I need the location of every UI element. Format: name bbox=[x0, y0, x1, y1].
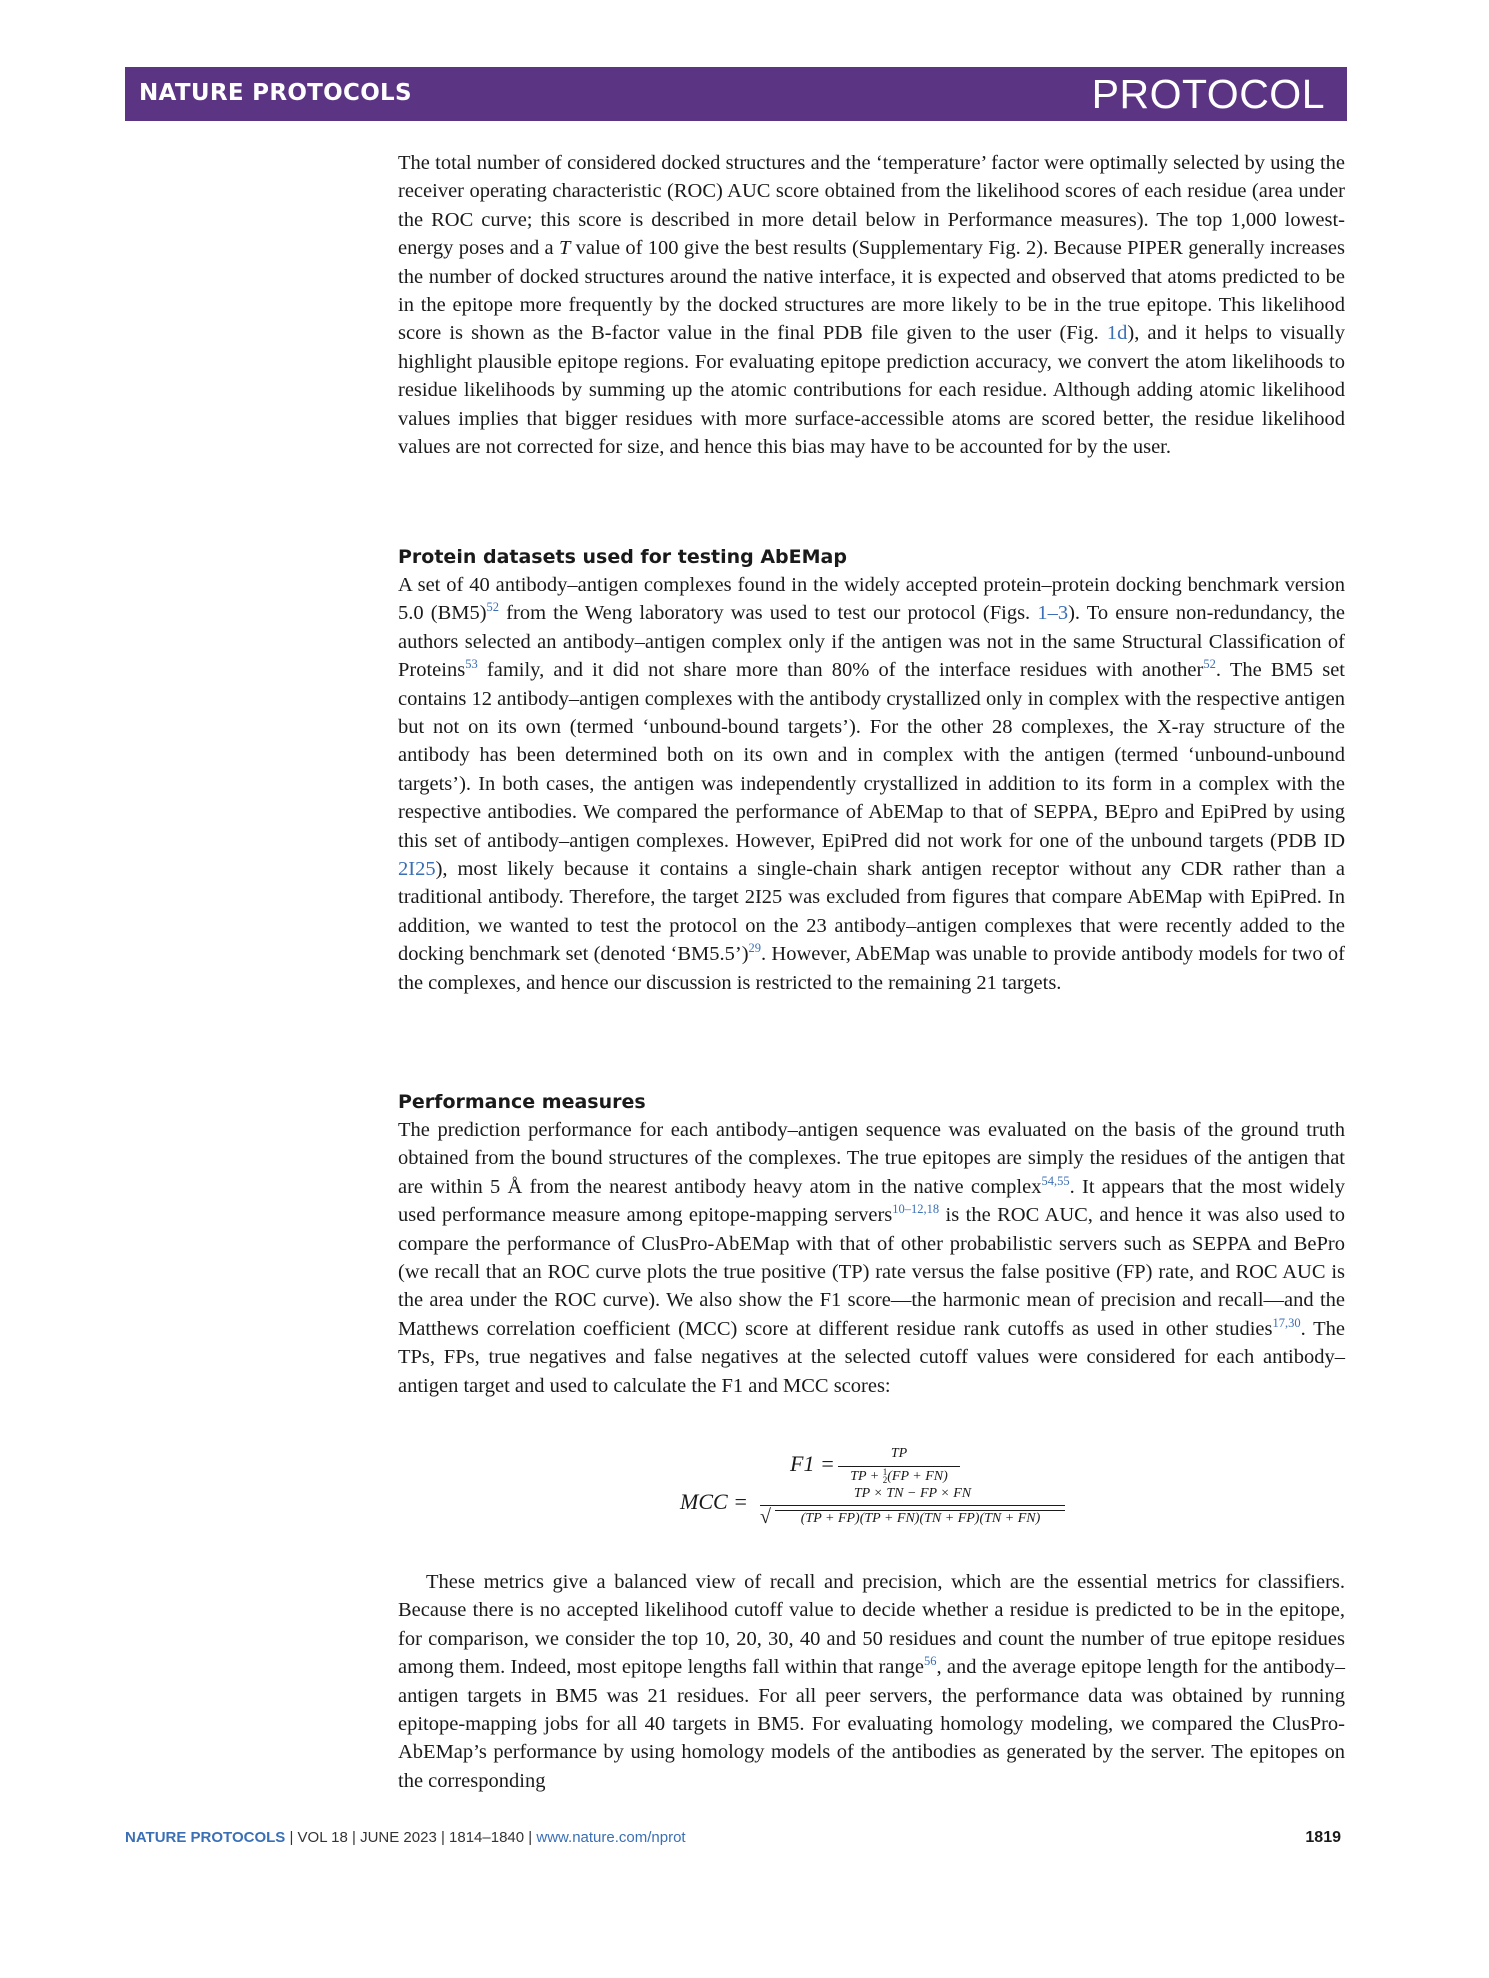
paragraph-metrics: These metrics give a balanced view of recall and precision, which are the essential metrics for classifiers. Because there is no accepted likelihood cutoff value to decide whether a residue is predicted to be in the epitope, for comparison, we consider the top 10, 20, 30, 40 and 50 residues and count the number of true epitope residues among them. Indeed, most epitope lengths fall within that range$^{56}$, and the average epitope length for the antibody–antigen targets in BM5 was 21 residues. For all peer servers, the performance data was obtained by running epitope-mapping jobs for all 40 targets in BM5. For evaluating homology modeling, we compared the ClusPro-AbEMap’s performance by using homology models of the antibodies as generated by the server. The epitopes on the corresponding bbox=[398, 1571, 1345, 1792]
citation[interactable]: 56 bbox=[924, 1654, 937, 1669]
citation[interactable]: 53 bbox=[465, 657, 478, 672]
citation[interactable]: 54,55 bbox=[1041, 1173, 1070, 1188]
f1-label: F1 = bbox=[790, 1451, 835, 1476]
figure-link[interactable]: 1d bbox=[1106, 322, 1128, 345]
footer-journal: NATURE PROTOCOLS bbox=[125, 1829, 286, 1846]
mcc-denominator: (TP + FP)(TP + FN)(TN + FP)(TN + FN) bbox=[800, 1511, 1041, 1526]
citation[interactable]: 17,30 bbox=[1272, 1315, 1301, 1330]
footer-pages: 1814–1840 bbox=[449, 1829, 525, 1846]
section-heading-performance: Performance measures bbox=[398, 1091, 646, 1113]
citation[interactable]: 52 bbox=[1203, 657, 1216, 672]
section-datasets: Protein datasets used for testing AbEMap A set of 40 antibody–antigen complexes found in the widely accepted protein–protein docking benchmark version 5.0 $(BM5)^{52}$ from the Weng laboratory was used to test our protocol (Figs. 1–3). To ensure non-redundancy, the authors selected an antibody–antigen complex only if the antigen was not in the same Structural Classification of Proteins$^{53}$ family, and it did not share more than 80% of the interface residues with another$^{52}$. The BM5 set contains 12 antibody–antigen complexes with the antibody crystallized only in complex with the respective antigen but not on its own (termed ‘unbound-bound targets’). For the other 28 complexes, the X-ray structure of the antibody has been determined both on its own and in complex with the antigen (termed ‘unbound-unbound targets’). In both cases, the antigen was independently crystallized in addition to its form in a complex with the respective antibodies. We compared the performance of AbEMap to that of SEPPA, BEpro and EpiPred by using this set of antibody–antigen complexes. However, EpiPred did not work for one of the unbound targets (PDB ID 2I25), most likely because it contains a single-chain shark antigen receptor without any CDR rather than a traditional antibody. Therefore, the target 2I25 was excluded from figures that compare AbEMap with EpiPred. In addition, we wanted to test the protocol on the 23 antibody–antigen complexes that were recently added to the docking benchmark set (denoted ‘BM5.5’)$^{29}$. However, AbEMap was unable to provide antibody models for two of the complexes, and hence our discussion is restricted to the remaining 21 targets. bbox=[398, 543, 1345, 997]
mcc-numerator: TP × TN − FP × FN bbox=[853, 1486, 972, 1501]
footer-date: JUNE 2023 bbox=[360, 1829, 437, 1846]
f1-fraction-bar bbox=[838, 1466, 960, 1467]
f1-denominator: TP + 1 2(FP + FN) bbox=[850, 1467, 948, 1485]
figure-link[interactable]: 1 bbox=[1037, 602, 1048, 625]
section-heading-datasets: Protein datasets used for testing AbEMap bbox=[398, 546, 847, 568]
sqrt-icon: √ bbox=[760, 1506, 771, 1528]
mcc-label: MCC = bbox=[680, 1489, 749, 1514]
pdb-link[interactable]: 2I25 bbox=[398, 858, 436, 881]
f1-numerator: TP bbox=[890, 1446, 908, 1461]
citation[interactable]: 52 bbox=[486, 600, 500, 615]
journal-name: NATURE PROTOCOLS bbox=[139, 80, 412, 106]
citation[interactable]: 10–12,18 bbox=[892, 1202, 940, 1217]
footer-volume: VOL 18 bbox=[297, 1829, 348, 1846]
journal-banner bbox=[125, 67, 1347, 121]
mcc-fraction-bar bbox=[760, 1505, 1065, 1506]
figure-link[interactable]: 3 bbox=[1057, 602, 1069, 625]
article-type: PROTOCOL bbox=[1091, 71, 1325, 117]
paragraph-likelihood: The total number of considered docked structures and the ‘temperature’ factor were optimally selected by using the receiver operating characteristic (ROC) AUC score obtained from the likelihood scores of each residue (area under the ROC curve; this score is described in more detail below in Performance measures). The top 1,000 lowest-energy poses and a T value of 100 give the best results (Supplementary Fig. 2). Because PIPER generally increases the number of docked structures around the native interface, it is expected and observed that atoms predicted to be in the epitope more frequently by the docked structures are more likely to be in the true epitope. This likelihood score is shown as the B-factor value in the final PDB file given to the user (Fig. 1d), and it helps to visually highlight plausible epitope regions. For evaluating epitope prediction accuracy, we convert the atom likelihoods to residue likelihoods by summing up the atomic contributions for each residue. Although adding atomic likelihood values implies that bigger residues with more surface-accessible atoms are scored better, the residue likelihood values are not corrected for size, and hence this bias may have to be accounted for by the user. bbox=[398, 152, 1346, 459]
section-performance: Performance measures The prediction performance for each antibody–antigen sequence was evaluated on the basis of the ground truth obtained from the bound structures of the complexes. The true epitopes are simply the residues of the antigen that are within 5 Å from the nearest antibody heavy atom in the native complex$^{54,55}$. It appears that the most widely used performance measure among epitope-mapping servers$^{10-12,18}$ is the ROC AUC, and hence it was also used to compare the performance of ClusPro-AbEMap with that of other probabilistic servers such as SEPPA and BePro (we recall that an ROC curve plots the true positive (TP) rate versus the false positive (FP) rate, and ROC AUC is the area under the ROC curve). We also show the F1 score—the harmonic mean of precision and recall—and the Matthews correlation coefficient (MCC) score at different residue rank cutoffs as used in other studies$^{17,30}$. The TPs, FPs, true negatives and false negatives at the selected cutoff values were considered for each antibody–antigen target and used to calculate the F1 and MCC scores: bbox=[398, 1088, 1345, 1400]
footer-url-link[interactable]: www.nature.com/nprot bbox=[536, 1829, 686, 1846]
page-footer: NATURE PROTOCOLS | VOL 18 | JUNE 2023 | 1814–1840 | www.nature.com/nprot 1819 bbox=[125, 1829, 1341, 1846]
citation[interactable]: 29 bbox=[748, 941, 762, 956]
page-number: 1819 bbox=[1305, 1829, 1341, 1846]
